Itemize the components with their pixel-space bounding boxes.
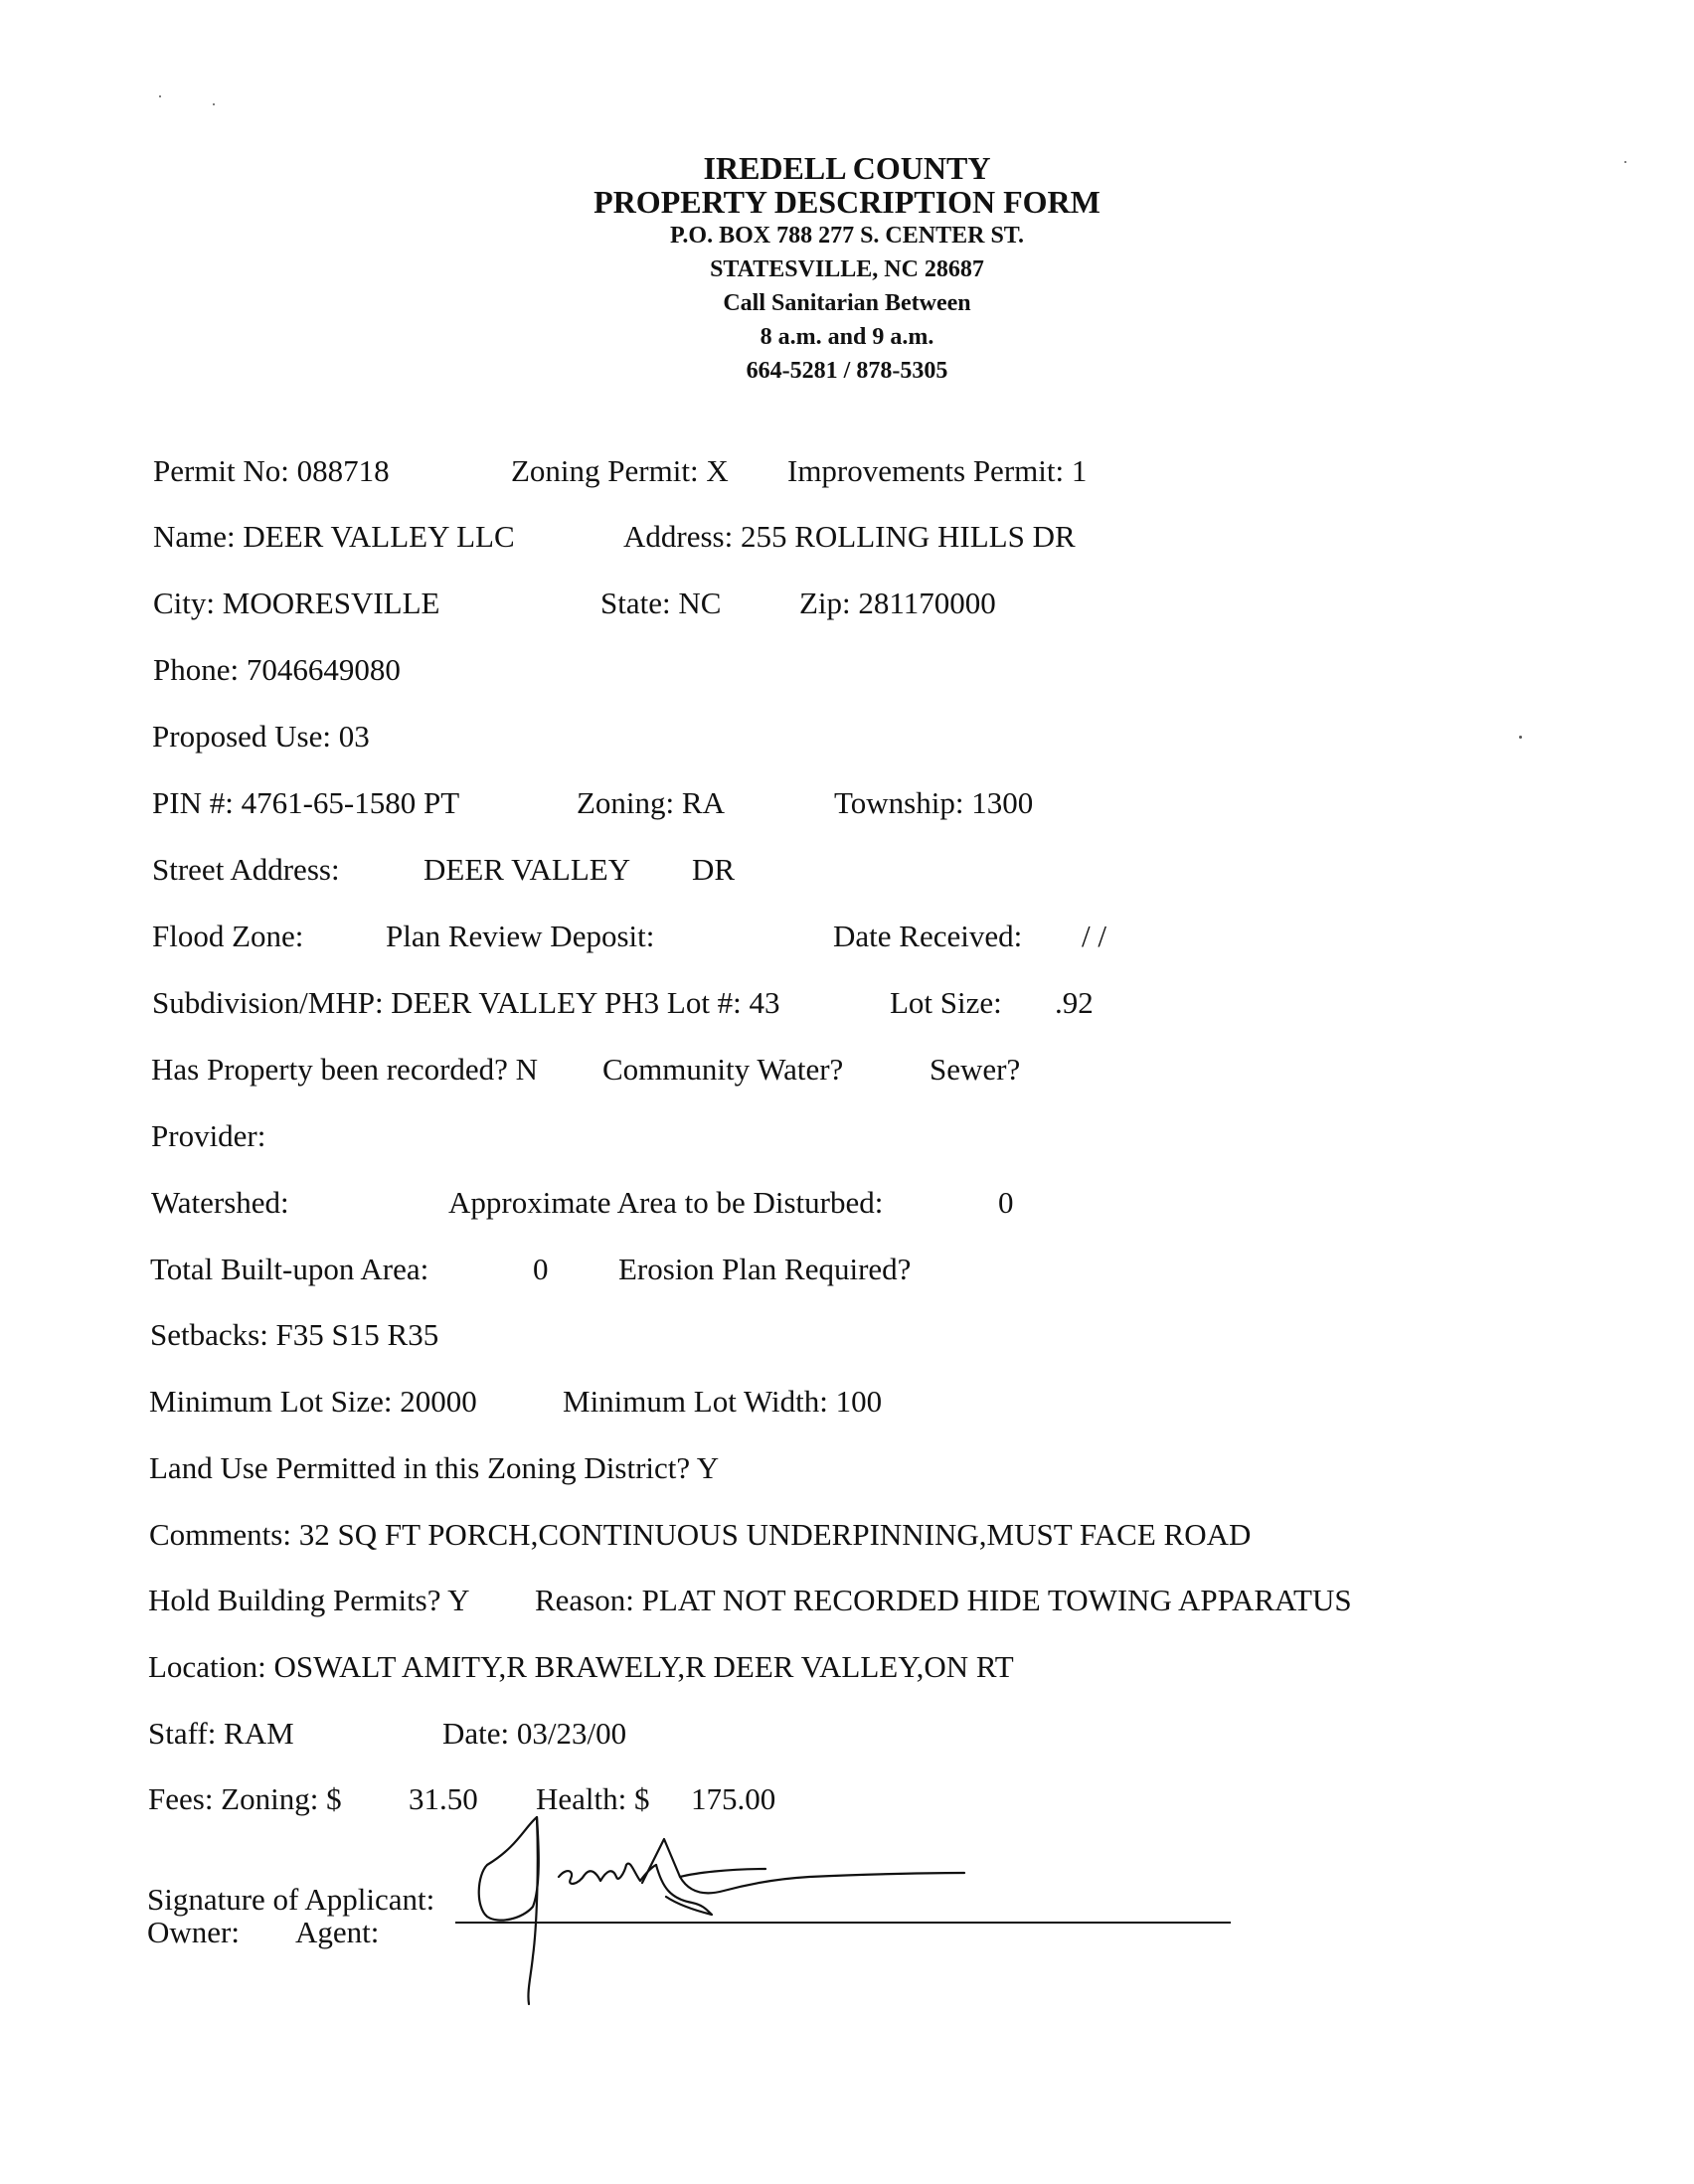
scan-speck xyxy=(1519,736,1522,739)
comments: Comments: 32 SQ FT PORCH,CONTINUOUS UNDERPINNING,MUST FACE ROAD xyxy=(149,1517,1252,1552)
watershed: Watershed: xyxy=(151,1185,289,1220)
phone-numbers: 664-5281 / 878-5305 xyxy=(746,358,948,384)
agent-label: Agent: xyxy=(295,1915,380,1949)
owner-label: Owner: xyxy=(147,1915,240,1949)
applicant-city: City: MOORESVILLE xyxy=(153,586,440,620)
call-hours: 8 a.m. and 9 a.m. xyxy=(760,324,934,350)
lot-size-label: Lot Size: xyxy=(890,985,1002,1020)
subdivision-lot: Subdivision/MHP: DEER VALLEY PH3 Lot #: 43 xyxy=(152,985,780,1020)
applicant-address: Address: 255 ROLLING HILLS DR xyxy=(623,519,1076,554)
date-received-value: / / xyxy=(1082,919,1106,953)
scan-speck xyxy=(213,103,215,105)
form-title: PROPERTY DESCRIPTION FORM xyxy=(593,184,1101,220)
applicant-state: State: NC xyxy=(600,586,722,620)
applicant-zip: Zip: 281170000 xyxy=(799,586,996,620)
street-address-label: Street Address: xyxy=(152,852,340,887)
land-use-permitted: Land Use Permitted in this Zoning District? Y xyxy=(149,1450,720,1485)
flood-zone: Flood Zone: xyxy=(152,919,304,953)
county-title: IREDELL COUNTY xyxy=(703,150,991,186)
scan-speck xyxy=(1624,161,1626,163)
minimum-lot-width: Minimum Lot Width: 100 xyxy=(563,1384,883,1419)
built-upon-label: Total Built-upon Area: xyxy=(150,1252,429,1286)
hold-reason: Reason: PLAT NOT RECORDED HIDE TOWING APPARATUS xyxy=(535,1583,1352,1617)
scan-speck xyxy=(159,95,161,97)
proposed-use: Proposed Use: 03 xyxy=(152,719,370,754)
lot-size-value: .92 xyxy=(1055,985,1094,1020)
plan-review-deposit: Plan Review Deposit: xyxy=(386,919,655,953)
fees-zoning-value: 31.50 xyxy=(409,1781,478,1816)
community-water: Community Water? xyxy=(602,1052,844,1087)
form-date: Date: 03/23/00 xyxy=(442,1716,627,1751)
form-header xyxy=(0,151,1694,388)
improvements-permit: Improvements Permit: 1 xyxy=(787,453,1088,488)
area-disturbed-value: 0 xyxy=(998,1185,1014,1220)
fees-health-label: Health: $ xyxy=(536,1781,650,1816)
staff: Staff: RAM xyxy=(148,1716,294,1751)
hold-building-permits: Hold Building Permits? Y xyxy=(148,1583,470,1617)
city-state-zip: STATESVILLE, NC 28687 xyxy=(710,256,984,282)
provider: Provider: xyxy=(151,1118,266,1153)
street-address-name: DEER VALLEY xyxy=(424,852,631,887)
erosion-plan: Erosion Plan Required? xyxy=(618,1252,912,1286)
property-recorded: Has Property been recorded? N xyxy=(151,1052,539,1087)
fees-health-value: 175.00 xyxy=(691,1781,776,1816)
mailing-address: P.O. BOX 788 277 S. CENTER ST. xyxy=(669,223,1025,249)
handwritten-signature xyxy=(467,1807,1004,2006)
zoning-district: Zoning: RA xyxy=(577,785,725,820)
fees-zoning-label: Fees: Zoning: $ xyxy=(148,1781,342,1816)
street-address-suffix: DR xyxy=(692,852,736,887)
applicant-phone: Phone: 7046649080 xyxy=(153,652,401,687)
call-instructions: Call Sanitarian Between xyxy=(723,290,971,316)
township: Township: 1300 xyxy=(834,785,1034,820)
date-received: Date Received: xyxy=(833,919,1023,953)
signature-label: Signature of Applicant: xyxy=(147,1882,435,1917)
sewer: Sewer? xyxy=(930,1052,1021,1087)
area-disturbed-label: Approximate Area to be Disturbed: xyxy=(448,1185,884,1220)
zoning-permit: Zoning Permit: X xyxy=(511,453,729,488)
location-directions: Location: OSWALT AMITY,R BRAWELY,R DEER VALLEY,ON RT xyxy=(148,1649,1014,1684)
setbacks: Setbacks: F35 S15 R35 xyxy=(150,1317,439,1352)
minimum-lot-size: Minimum Lot Size: 20000 xyxy=(149,1384,477,1419)
built-upon-value: 0 xyxy=(533,1252,549,1286)
applicant-name: Name: DEER VALLEY LLC xyxy=(153,519,515,554)
pin-number: PIN #: 4761-65-1580 PT xyxy=(152,785,460,820)
permit-number: Permit No: 088718 xyxy=(153,453,390,488)
